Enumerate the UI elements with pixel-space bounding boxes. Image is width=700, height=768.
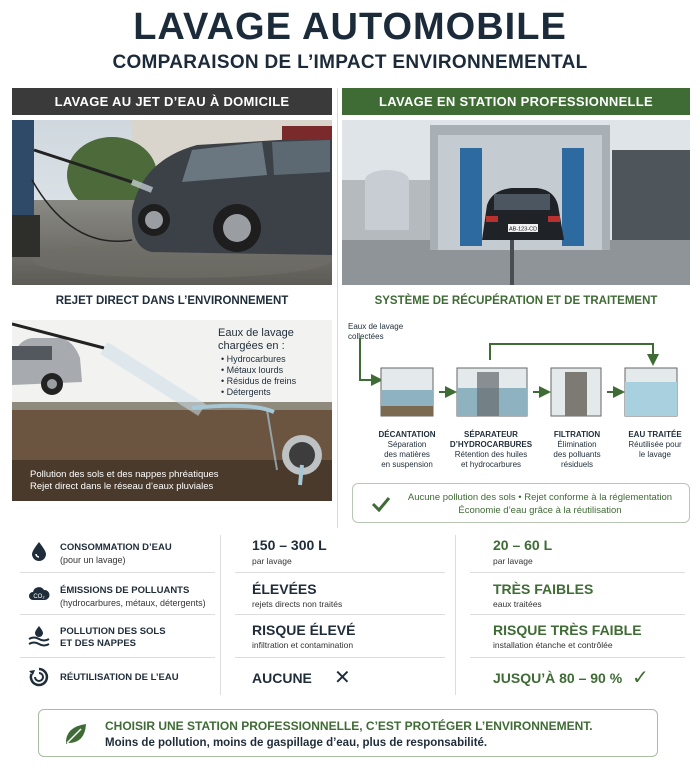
column-divider: [337, 88, 338, 528]
table-divider-right: [455, 535, 456, 695]
page-subtitle: COMPARAISON DE L’IMPACT ENVIRONNEMENTAL: [112, 52, 588, 73]
row-label: [60, 585, 206, 609]
row-separator: [20, 614, 215, 615]
row-label: [60, 626, 166, 650]
pollutant-item: • Détergents: [221, 387, 271, 397]
stage-desc: et hydrocarbures: [460, 460, 522, 469]
stage-desc: résiduels: [560, 460, 593, 469]
row-subtitle: (pour un lavage): [60, 555, 126, 565]
stage-desc: Réutilisée pour: [628, 440, 682, 449]
stage-desc: des matières: [384, 450, 430, 459]
stage-separator: [447, 430, 535, 470]
row-separator: [20, 572, 215, 573]
stage-desc: le lavage: [638, 450, 672, 459]
row-separator: [470, 614, 685, 615]
check-icon: ✓: [632, 667, 649, 689]
footer-tagline: Moins de pollution, moins de gaspillage d’eau, plus de responsabilité.: [105, 737, 488, 749]
stage-desc: Séparation: [387, 440, 427, 449]
collected-line-2: collectées: [348, 332, 384, 341]
pollutant-item: • Métaux lourds: [221, 365, 284, 375]
consequence-line-1: Pollution des sols et des nappes phréatiques: [30, 469, 219, 480]
svg-text:CO₂: CO₂: [33, 594, 45, 600]
pollutant-item: • Résidus de freins: [221, 376, 297, 386]
row-title: ÉMISSIONS DE POLLUANTS: [60, 585, 190, 596]
stage-title: SÉPARATEUR: [464, 430, 518, 439]
row-label: RÉUTILISATION DE L’EAU: [60, 672, 179, 683]
stage-title: FILTRATION: [553, 430, 601, 439]
table-divider-left: [220, 535, 221, 695]
row-label: [60, 542, 172, 566]
stage-desc: en suspension: [381, 460, 433, 469]
stage-desc: des polluants: [553, 450, 601, 459]
pro-value: RISQUE TRÈS FAIBLE: [493, 622, 642, 638]
home-wash-header: LAVAGE AU JET D’EAU À DOMICILE: [12, 88, 332, 115]
row-title: POLLUTION DES SOLS: [60, 626, 166, 637]
consequence-line-2: Rejet direct dans le réseau d’eaux pluviales: [30, 481, 214, 492]
footer-headline: CHOISIR UNE STATION PROFESSIONNELLE, C’EST PROTÉGER L’ENVIRONNEMENT.: [105, 719, 593, 733]
row-separator: [20, 657, 215, 658]
row-separator: [470, 657, 685, 658]
check-icon: [371, 494, 391, 514]
benefit-line-2: Économie d’eau grâce à la réutilisation: [458, 505, 622, 516]
stage-title: D’HYDROCARBURES: [449, 440, 533, 449]
row-title: CONSOMMATION D’EAU: [60, 542, 172, 553]
pro-caption: SYSTÈME DE RÉCUPÉRATION ET DE TRAITEMENT: [374, 295, 658, 307]
pro-value: 20 – 60 L: [493, 537, 553, 553]
pro-value: JUSQU’À 80 – 90 %: [493, 670, 623, 686]
page-title: LAVAGE AUTOMOBILE: [133, 6, 567, 48]
home-value-sub: par lavage: [252, 556, 292, 566]
pollutant-item: • Hydrocarbures: [221, 354, 286, 364]
row-separator: [235, 614, 445, 615]
home-value: ÉLEVÉES: [252, 581, 317, 597]
discharge-consequences: [30, 469, 219, 493]
home-value: 150 – 300 L: [252, 537, 327, 553]
leaf-icon: [63, 721, 89, 747]
pollutant-list: [221, 354, 296, 398]
row-subtitle: (hydrocarbures, métaux, détergents): [60, 598, 206, 608]
stage-decantation: [370, 430, 444, 470]
footer-banner: [38, 709, 658, 757]
recycle-icon: [28, 666, 50, 688]
wash-water-line-2: chargées en :: [218, 340, 285, 352]
co2-cloud-icon: [28, 583, 50, 605]
home-caption: REJET DIRECT DANS L’ENVIRONNEMENT: [55, 295, 289, 307]
pro-value: TRÈS FAIBLES: [493, 581, 594, 597]
pro-wash-photo: [342, 120, 690, 285]
benefit-text: [405, 491, 675, 517]
benefit-line-1: Aucune pollution des sols • Rejet conforme à la réglementation: [407, 492, 673, 503]
wash-water-title: [218, 327, 294, 353]
home-wash-photo: [12, 120, 332, 285]
row-separator: [235, 657, 445, 658]
stage-treated-water: [618, 430, 692, 460]
treatment-diagram: [355, 338, 685, 420]
pro-value-sub: eaux traitées: [493, 599, 542, 609]
stage-filtration: [540, 430, 614, 470]
wash-water-line-1: Eaux de lavage: [218, 327, 294, 339]
benefit-box: [352, 483, 690, 523]
water-drop-icon: [28, 540, 50, 562]
home-value: AUCUNE: [252, 670, 312, 686]
home-value-sub: infiltration et contamination: [252, 640, 354, 650]
water-pollution-icon: [28, 625, 50, 647]
stage-desc: Élimination: [557, 440, 597, 449]
pro-value-sub: par lavage: [493, 556, 533, 566]
row-separator: [470, 572, 685, 573]
row-separator: [235, 572, 445, 573]
stage-title: DÉCANTATION: [378, 430, 436, 439]
cross-icon: ✕: [334, 667, 351, 689]
row-title: ET DES NAPPES: [60, 638, 137, 649]
stage-desc: Rétention des huiles: [454, 450, 528, 459]
home-value: RISQUE ÉLEVÉ: [252, 622, 356, 638]
stage-title: EAU TRAITÉE: [628, 430, 682, 439]
pro-value-sub: installation étanche et contrôlée: [493, 640, 613, 650]
license-plate: AB-123-CD: [508, 226, 538, 233]
pro-wash-header: LAVAGE EN STATION PROFESSIONNELLE: [342, 88, 690, 115]
collected-line-1: Eaux de lavage: [348, 322, 404, 331]
home-value-sub: rejets directs non traités: [252, 599, 343, 609]
